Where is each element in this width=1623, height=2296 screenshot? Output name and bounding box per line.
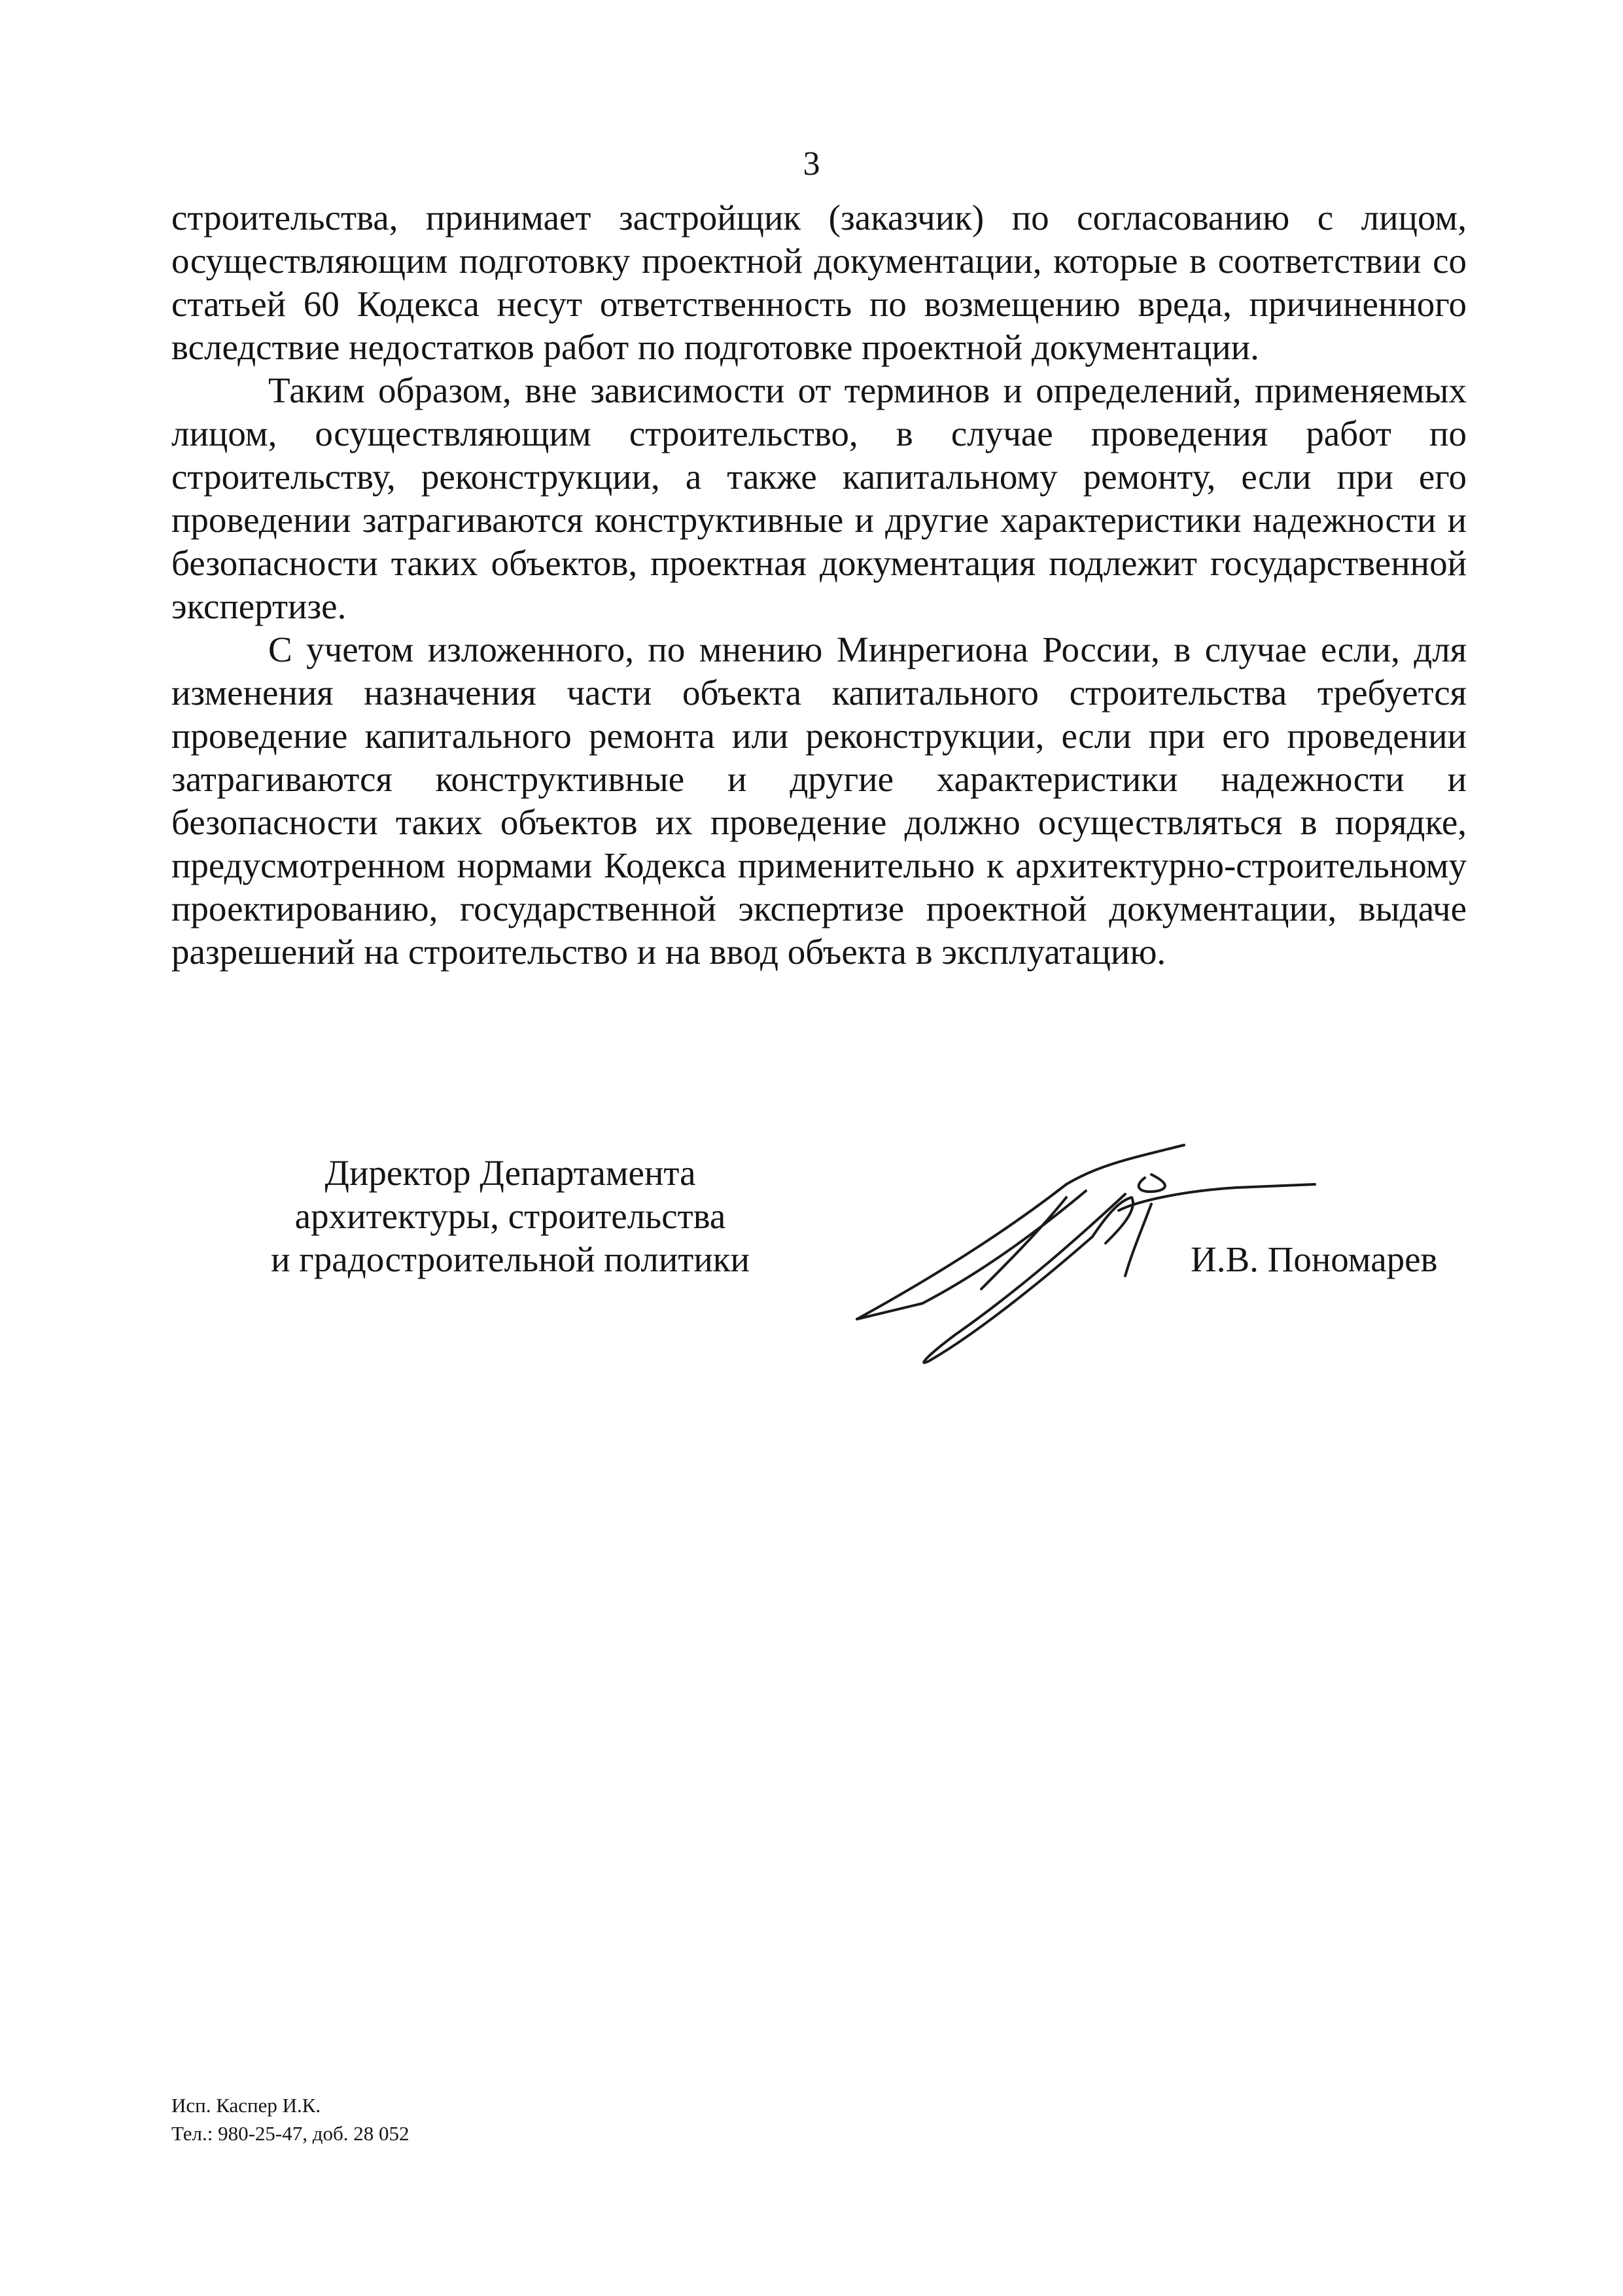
- executor-footer: [171, 2091, 410, 2147]
- letter-body: [171, 196, 1467, 974]
- page-number: 3: [803, 145, 820, 183]
- paragraph-3: С учетом изложенного, по мнению Минрегиона России, в случае если, для изменения назначения части объекта капитального строительства требуется проведение капитального ремонта или реконструкции, если при его проведении затрагиваются конструктивные и другие характеристики надежности и безопасности таких объектов их проведение должно осуществляться в порядке, предусмотренном нормами Кодекса применительно к архитектурно-строительному проектированию, государственной экспертизе проектной документации, выдаче разрешений на строительство и на ввод объекта в эксплуатацию.: [171, 629, 1467, 972]
- paragraph-2: Таким образом, вне зависимости от терминов и определений, применяемых лицом, осуществляющим строительство, в случае проведения работ по строительству, реконструкции, а также капитальному ремонту, если при его проведении затрагиваются конструктивные и другие характеристики надежности и безопасности таких объектов, проектная документация подлежит государственной экспертизе.: [171, 370, 1467, 626]
- signatory-name: И.В. Пономарев: [1191, 1239, 1438, 1279]
- signatory-title-line: архитектуры, строительства: [294, 1196, 726, 1236]
- executor-phone: Тел.: 980-25-47, доб. 28 052: [171, 2122, 410, 2145]
- signatory-title: [216, 1152, 805, 1281]
- paragraph-1: строительства, принимает застройщик (заказчик) по согласованию с лицом, осуществляющим подготовку проектной документации, которые в соответствии со статьей 60 Кодекса несут ответственность по возмещению вреда, причиненного вследствие недостатков работ по подготовке проектной документации.: [171, 198, 1467, 367]
- signatory-title-line: Директор Департамента: [324, 1153, 696, 1193]
- executor-name: Исп. Каспер И.К.: [171, 2094, 321, 2117]
- signatory-title-line: и градостроительной политики: [271, 1239, 750, 1279]
